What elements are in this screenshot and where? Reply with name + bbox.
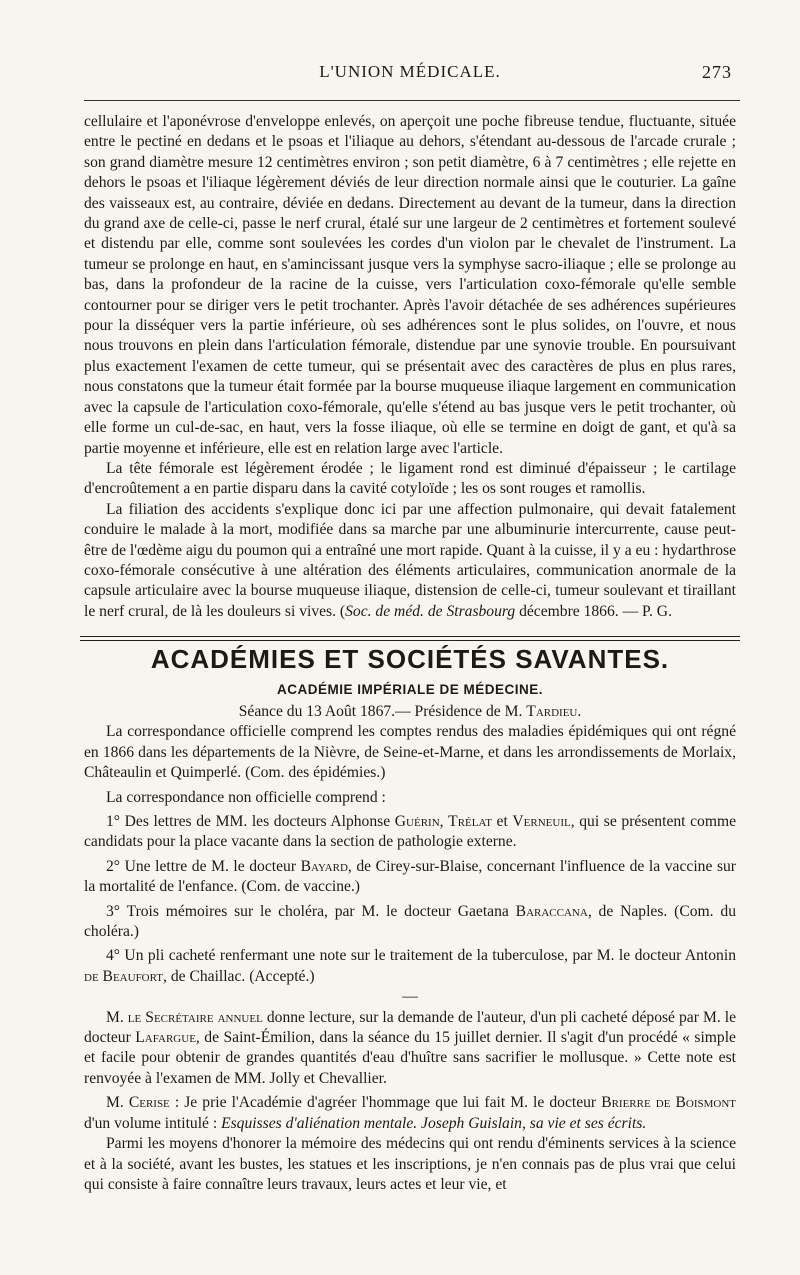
section-divider xyxy=(80,636,740,641)
list-item: 2° Une lettre de M. le docteur Bayard, de Cirey-sur-Blaise, concernant l'influence de la vaccine sur la mortalité de l'enfance. (Com. de vaccine.) xyxy=(84,857,737,896)
header-rule xyxy=(84,100,740,101)
paragraph: Parmi les moyens d'honorer la mémoire des médecins qui ont rendu d'éminents services à la science et à la société, avant les bustes, les statues et les inscriptions, je n'en connais pas de plus vrai que celui qui consiste à faire connaître leurs travaux, leurs actes et leur vie, et xyxy=(84,1135,736,1193)
person-name: Bayard xyxy=(300,857,348,875)
person-name: de Beaufort xyxy=(84,967,164,985)
book-title: Esquisses d'aliénation mentale. Joseph Guislain, sa vie et ses écrits. xyxy=(221,1114,647,1132)
text-column xyxy=(84,112,736,1195)
seance-text: Séance du 13 Août 1867.— Présidence de M. xyxy=(238,702,527,720)
person-name: Guérin xyxy=(394,813,440,830)
citation-open: ( xyxy=(339,602,346,620)
seance-end: . xyxy=(577,702,582,720)
academy-title: ACADÉMIE IMPÉRIALE DE MÉDECINE. xyxy=(276,681,544,697)
speaker-name: M. le Secrétaire annuel xyxy=(106,1008,263,1026)
section-title: ACADÉMIES ET SOCIÉTÉS SAVANTES. xyxy=(150,644,670,675)
list-item: 3° Trois mémoires sur le choléra, par M. le docteur Gaetana Baraccana, de Naples. (Com. du choléra.) xyxy=(84,902,736,941)
seance-line xyxy=(84,702,736,722)
citation-date: décembre 1866. — P. G. xyxy=(515,602,672,620)
paragraph: M. Cerise : Je prie l'Académie d'agréer l'hommage que lui fait M. le docteur Brierre de Boismont d'un volume intitulé : Esquisses d'aliénation mentale. Joseph Guislain, sa vie et ses écrits. xyxy=(84,1094,736,1132)
person-name: Baraccana xyxy=(515,902,588,920)
person-name: Lafargue xyxy=(135,1029,196,1047)
list-item: 1° Des lettres de MM. les docteurs Alphonse Guérin, Trélat et Verneuil, qui se présentent comme candidats pour la place vacante dans la section de pathologie externe. xyxy=(84,813,737,851)
list-item: 4° Un pli cacheté renfermant une note sur le traitement de la tuberculose, par M. le docteur Antonin de Beaufort, de Chaillac. (Accepté.) xyxy=(84,947,736,985)
person-name: Trélat xyxy=(448,813,492,830)
speaker-name: M. Cerise xyxy=(106,1094,170,1112)
paragraph-text: La filiation des accidents s'explique donc ici par une affection pulmonaire, qui devait fatalement conduire le malade à la mort, modifiée dans sa marche par une albuminurie intercurrente, cause peut-être de l'œdème aigu du poumon qui a entraîné une mort rapide. Quant à la cuisse, il y a eu : hydarthrose coxo-fémorale consécutive à une altération des éléments articulaires, communication anormale de la capsule articulaire avec la bourse muqueuse iliaque, distension de celle-ci, tumeur soulevant et tiraillant le nerf crural, de là les douleurs si vives. xyxy=(84,500,736,620)
separator-dash: — xyxy=(402,988,418,1006)
running-header xyxy=(84,62,736,88)
citation-source: Soc. de méd. de Strasbourg xyxy=(345,602,516,620)
journal-title: L'UNION MÉDICALE. xyxy=(319,62,501,81)
president-name: Tardieu xyxy=(526,702,578,720)
person-name: Verneuil xyxy=(512,813,571,830)
paragraph: M. le Secrétaire annuel donne lecture, sur la demande de l'auteur, d'un pli cacheté déposé par M. le docteur Lafargue, de Saint-Émilion, dans la séance du 15 juillet dernier. Il s'agit d'un procédé « simple et facile pour obtenir de grandes quantités d'eau d'huître sans sacrifier le mollusque. » Cette note est renvoyée à l'examen de MM. Jolly et Chevallier. xyxy=(84,1008,737,1087)
paragraph: La tête fémorale est légèrement érodée ; le ligament rond est diminué d'épaisseur ; le cartilage d'encroûtement a en partie disparu dans la cavité cotyloïde ; les os sont rouges et ramollis. xyxy=(84,459,736,498)
page-number: 273 xyxy=(702,62,732,82)
paragraph: cellulaire et l'aponévrose d'enveloppe enlevés, on aperçoit une poche fibreuse tendue, fluctuante, située entre le pectiné en dedans et le psoas et l'iliaque au dehors, s'étendant au-dessous de l'arcade crurale ; son grand diamètre mesure 12 centimètres environ ; son petit diamètre, 6 à 7 centimètres ; elle rejette en dehors le psoas et l'iliaque légèrement déviés de leur direction normale ainsi que le couturier. La gaîne des vaisseaux est, au contraire, déviée en dedans. Directement au devant de la tumeur, dans la direction du grand axe de celle-ci, passe le nerf crural, étalé sur une largeur de 2 centimètres et fortement soulevé et distendu par elle, comme sont soulevées les cordes d'un violon par le chevalet de l'instrument. La tumeur se prolonge en haut, en s'amincissant jusque vers la symphyse sacro-iliaque ; elle se prolonge au bas, dans la profondeur de la racine de la cuisse, vers l'articulation coxo-fémorale qu'elle semble contourner pour se diriger vers le petit trochanter. Après l'avoir détachée de ses adhérences supérieures pour la disséquer vers la partie inférieure, où ses adhérences sont le plus solides, on l'ouvre, et nous nous trouvons en plein dans l'articulation fémorale, distendue par une synovie trouble. En poursuivant plus exactement l'examen de cette tumeur, qui se présentait avec des caractères de plus en plus rares, nous constatons que la tumeur était formée par la bourse muqueuse iliaque largement en communication avec la capsule de l'articulation coxo-fémorale, qu'elle s'étend au bas jusque vers le petit trochanter, où elle forme un cul-de-sac, en haut, vers la fosse iliaque, où elle se termine en doigt de gant, et qu'à sa partie moyenne et inférieure, elle est en relation large avec l'article. xyxy=(84,113,736,457)
paragraph xyxy=(84,500,736,622)
paragraph: La correspondance officielle comprend les comptes rendus des maladies épidémiques qui ont régné en 1866 dans les départements de la Nièvre, de Seine-et-Marne, et dans les arrondissements de Morlaix, Châteaulin et Quimperlé. (Com. des épidémies.) xyxy=(84,723,736,782)
person-name: Brierre de Boismont xyxy=(601,1094,736,1112)
paragraph: La correspondance non officielle comprend : xyxy=(106,788,386,806)
